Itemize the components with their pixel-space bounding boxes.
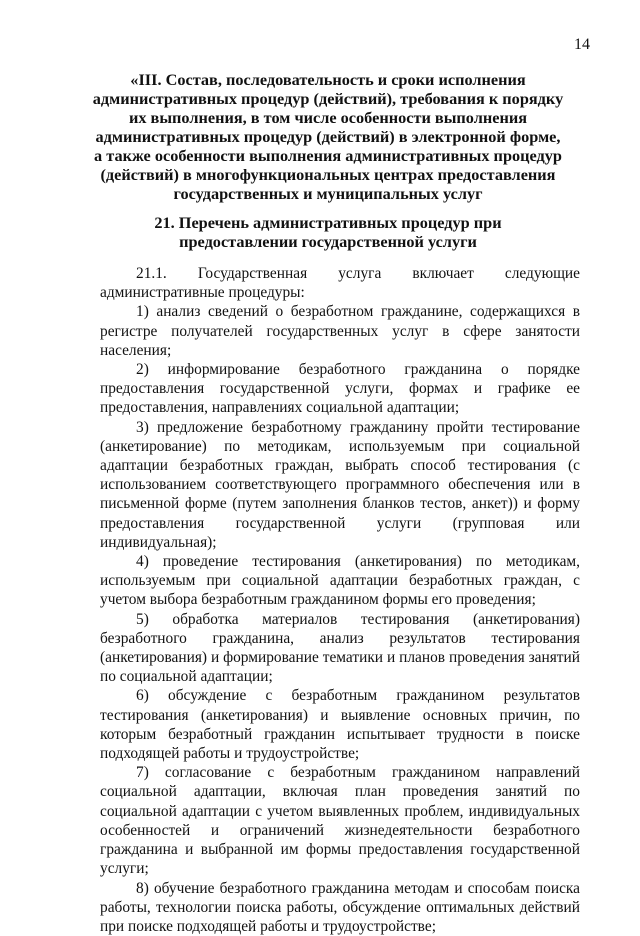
- page-number: 14: [574, 36, 590, 54]
- subsection-title: 21. Перечень административных процедур при предоставлении государственной услуги: [100, 213, 556, 251]
- list-item-8: 8) обучение безработного гражданина методам и способам поиска работы, технологии поиска работы, обсуждение оптимальных действий при поиске подходящей работы и трудоустройстве;: [100, 879, 580, 936]
- list-item-5: 5) обработка материалов тестирования (анкетирования) безработного гражданина, анализ результатов тестирования (анкетирования) и формирование тематики и планов проведения занятий по социальной адаптации;: [100, 610, 580, 687]
- list-item-4: 4) проведение тестирования (анкетирования) по методикам, используемым при социальной адаптации безработных граждан, с учетом выбора безработным гражданином формы его проведения;: [100, 552, 580, 610]
- list-item-2: 2) информирование безработного гражданина о порядке предоставления государственной услуги, формах и графике ее предоставления, направлениях социальной адаптации;: [100, 360, 580, 418]
- section-title: «III. Состав, последовательность и сроки исполнения административных процедур (действий), требования к порядку их выполнения, в том числе особенности выполнения административных процедур (действий) в электронной форме, а также особенности выполнения административных процедур (действий) в многофункциональных центрах предоставления государственных и муниципальных услуг: [92, 70, 564, 203]
- body-text: [100, 264, 580, 936]
- list-item-6: 6) обсуждение с безработным гражданином результатов тестирования (анкетирования) и выявление основных причин, по которым безработный гражданин испытывает трудности в поиске подходящей работы и трудоустройстве;: [100, 686, 580, 763]
- list-item-7: 7) согласование с безработным гражданином направлений социальной адаптации, включая план проведения занятий по социальной адаптации с учетом выявленных проблем, индивидуальных особенностей и ограничений жизнедеятельности безработного гражданина и выбранной им формы предоставления государственной услуги;: [100, 763, 580, 878]
- paragraph-21-1: 21.1. Государственная услуга включает следующие административные процедуры:: [100, 264, 580, 302]
- list-item-1: 1) анализ сведений о безработном гражданине, содержащихся в регистре получателей государственных услуг в сфере занятости населения;: [100, 302, 580, 360]
- list-item-3: 3) предложение безработному гражданину пройти тестирование (анкетирование) по методикам, используемым при социальной адаптации безработных граждан, выбрать способ тестирования (с использованием соответствующего программного обеспечения или в письменной форме (путем заполнения бланков тестов, анкет)) и форму предоставления государственной услуги (групповая или индивидуальная);: [100, 418, 580, 552]
